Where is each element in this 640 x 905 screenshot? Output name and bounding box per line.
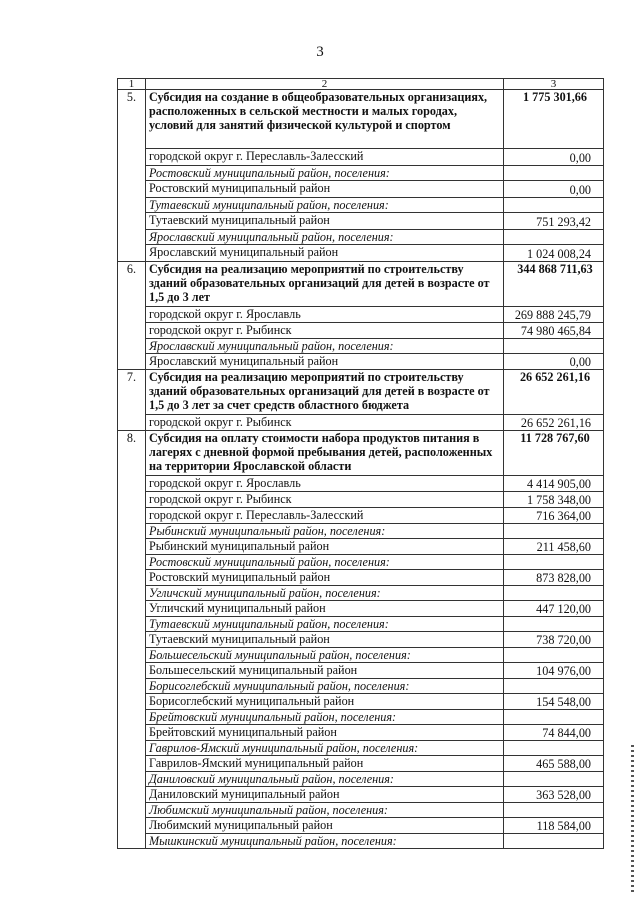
- subsidy-amount: [504, 586, 604, 601]
- subsidy-amount: 1 024 008,24: [504, 245, 604, 262]
- municipality-row: [118, 601, 604, 617]
- subsidy-amount: [504, 772, 604, 787]
- district-group-row: [118, 803, 604, 818]
- column-header-3: 3: [504, 79, 604, 90]
- subsidy-amount: 74 980 465,84: [504, 323, 604, 339]
- municipality-name: городской округ г. Рыбинск: [146, 492, 504, 508]
- subsidy-amount: 0,00: [504, 181, 604, 198]
- subsidy-amount: 873 828,00: [504, 570, 604, 586]
- municipality-name: Даниловский муниципальный район, поселения:: [146, 772, 504, 787]
- municipality-name: городской округ г. Переславль-Залесский: [146, 149, 504, 166]
- municipality-name: Даниловский муниципальный район: [146, 787, 504, 803]
- district-group-row: [118, 230, 604, 245]
- subsidy-amount: 26 652 261,16: [504, 415, 604, 431]
- municipality-name: Гаврилов-Ямский муниципальный район: [146, 756, 504, 772]
- subsidy-amount: 74 844,00: [504, 725, 604, 741]
- section-title-row: [118, 90, 604, 149]
- municipality-name: Рыбинский муниципальный район: [146, 539, 504, 555]
- subsidy-amount: 0,00: [504, 149, 604, 166]
- subsidy-amount: 104 976,00: [504, 663, 604, 679]
- municipality-name: Борисоглебский муниципальный район, поселения:: [146, 679, 504, 694]
- section-title: Субсидия на реализацию мероприятий по строительству зданий образовательных организаций для детей в возрасте от 1,5 до 3 лет за счет средств областного бюджета: [146, 370, 504, 415]
- municipality-row: [118, 492, 604, 508]
- district-group-row: [118, 741, 604, 756]
- section-total: 1 775 301,66: [504, 90, 604, 149]
- municipality-name: Ярославский муниципальный район: [146, 245, 504, 262]
- municipality-row: [118, 725, 604, 741]
- municipality-name: Тутаевский муниципальный район: [146, 213, 504, 230]
- section-number: 6.: [118, 262, 146, 370]
- municipality-name: Тутаевский муниципальный район, поселения:: [146, 198, 504, 213]
- section-title: Субсидия на реализацию мероприятий по строительству зданий образовательных организаций для детей в возрасте от 1,5 до 3 лет: [146, 262, 504, 307]
- district-group-row: [118, 586, 604, 601]
- subsidy-amount: [504, 679, 604, 694]
- section-total: 344 868 711,63: [504, 262, 604, 307]
- municipality-name: Ярославский муниципальный район, поселения:: [146, 339, 504, 354]
- section-total: 11 728 767,60: [504, 431, 604, 476]
- subsidy-amount: [504, 834, 604, 849]
- municipality-name: Ярославский муниципальный район: [146, 354, 504, 370]
- municipality-row: [118, 694, 604, 710]
- municipality-row: [118, 663, 604, 679]
- municipality-row: [118, 508, 604, 524]
- municipality-row: [118, 245, 604, 262]
- subsidy-amount: [504, 339, 604, 354]
- municipality-name: Мышкинский муниципальный район, поселения:: [146, 834, 504, 849]
- district-group-row: [118, 555, 604, 570]
- municipality-name: городской округ г. Ярославль: [146, 476, 504, 492]
- municipality-name: Тутаевский муниципальный район: [146, 632, 504, 648]
- municipality-name: Большесельский муниципальный район, поселения:: [146, 648, 504, 663]
- district-group-row: [118, 772, 604, 787]
- municipality-name: Брейтовский муниципальный район: [146, 725, 504, 741]
- municipality-row: [118, 149, 604, 166]
- municipality-name: Угличский муниципальный район, поселения:: [146, 586, 504, 601]
- subsidy-amount: [504, 617, 604, 632]
- section-total: 26 652 261,16: [504, 370, 604, 415]
- section-number: 8.: [118, 431, 146, 849]
- subsidy-amount: 1 758 348,00: [504, 492, 604, 508]
- municipality-row: [118, 415, 604, 431]
- subsidy-amount: [504, 710, 604, 725]
- district-group-row: [118, 648, 604, 663]
- table-body: [118, 79, 604, 849]
- district-group-row: [118, 166, 604, 181]
- municipality-row: [118, 632, 604, 648]
- subsidy-amount: [504, 198, 604, 213]
- subsidy-amount: [504, 230, 604, 245]
- section-number: 5.: [118, 90, 146, 262]
- subsidy-amount: 447 120,00: [504, 601, 604, 617]
- municipality-row: [118, 570, 604, 586]
- table-header-row: [118, 79, 604, 90]
- subsidy-amount: 269 888 245,79: [504, 307, 604, 323]
- section-title-row: [118, 262, 604, 307]
- subsidy-amount: [504, 555, 604, 570]
- section-title-row: [118, 431, 604, 476]
- section-title: Субсидия на оплату стоимости набора продуктов питания в лагерях с дневной формой пребывания детей, расположенных на территории Ярославской области: [146, 431, 504, 476]
- municipality-row: [118, 323, 604, 339]
- subsidy-amount: 0,00: [504, 354, 604, 370]
- district-group-row: [118, 524, 604, 539]
- municipality-name: Рыбинский муниципальный район, поселения:: [146, 524, 504, 539]
- subsidy-amount: 211 458,60: [504, 539, 604, 555]
- municipality-name: Угличский муниципальный район: [146, 601, 504, 617]
- municipality-name: Ростовский муниципальный район, поселения:: [146, 555, 504, 570]
- district-group-row: [118, 617, 604, 632]
- district-group-row: [118, 710, 604, 725]
- section-title: Субсидия на создание в общеобразовательных организациях, расположенных в сельской местности и малых городах, условий для занятий физической культурой и спортом: [146, 90, 504, 149]
- subsidy-amount: 738 720,00: [504, 632, 604, 648]
- municipality-name: Тутаевский муниципальный район, поселения:: [146, 617, 504, 632]
- municipality-name: Ярославский муниципальный район, поселения:: [146, 230, 504, 245]
- municipality-row: [118, 818, 604, 834]
- municipality-name: Ростовский муниципальный район: [146, 570, 504, 586]
- district-group-row: [118, 198, 604, 213]
- subsidy-amount: 4 414 905,00: [504, 476, 604, 492]
- subsidy-amount: [504, 524, 604, 539]
- municipality-row: [118, 307, 604, 323]
- subsidy-amount: [504, 166, 604, 181]
- municipality-row: [118, 539, 604, 555]
- subsidy-amount: [504, 741, 604, 756]
- municipality-row: [118, 787, 604, 803]
- subsidy-amount: [504, 648, 604, 663]
- column-header-2: 2: [146, 79, 504, 90]
- district-group-row: [118, 834, 604, 849]
- district-group-row: [118, 679, 604, 694]
- municipality-row: [118, 354, 604, 370]
- municipality-row: [118, 476, 604, 492]
- subsidy-amount: [504, 803, 604, 818]
- municipality-name: городской округ г. Рыбинск: [146, 323, 504, 339]
- municipality-name: Борисоглебский муниципальный район: [146, 694, 504, 710]
- subsidy-amount: 363 528,00: [504, 787, 604, 803]
- column-header-1: 1: [118, 79, 146, 90]
- municipality-row: [118, 213, 604, 230]
- municipality-row: [118, 181, 604, 198]
- municipality-name: Любимский муниципальный район, поселения:: [146, 803, 504, 818]
- subsidy-amount: 465 588,00: [504, 756, 604, 772]
- district-group-row: [118, 339, 604, 354]
- municipality-name: Ростовский муниципальный район: [146, 181, 504, 198]
- municipality-name: Гаврилов-Ямский муниципальный район, поселения:: [146, 741, 504, 756]
- municipality-name: Брейтовский муниципальный район, поселения:: [146, 710, 504, 725]
- municipality-name: Любимский муниципальный район: [146, 818, 504, 834]
- subsidy-amount: 716 364,00: [504, 508, 604, 524]
- section-title-row: [118, 370, 604, 415]
- subsidy-table: [117, 78, 604, 849]
- side-stamp-text: [630, 745, 636, 895]
- municipality-name: городской округ г. Ярославль: [146, 307, 504, 323]
- subsidy-amount: 154 548,00: [504, 694, 604, 710]
- page-number: 3: [316, 44, 324, 60]
- municipality-name: Большесельский муниципальный район: [146, 663, 504, 679]
- subsidy-amount: 118 584,00: [504, 818, 604, 834]
- municipality-name: городской округ г. Рыбинск: [146, 415, 504, 431]
- municipality-name: городской округ г. Переславль-Залесский: [146, 508, 504, 524]
- municipality-row: [118, 756, 604, 772]
- section-number: 7.: [118, 370, 146, 431]
- subsidy-amount: 751 293,42: [504, 213, 604, 230]
- municipality-name: Ростовский муниципальный район, поселения:: [146, 166, 504, 181]
